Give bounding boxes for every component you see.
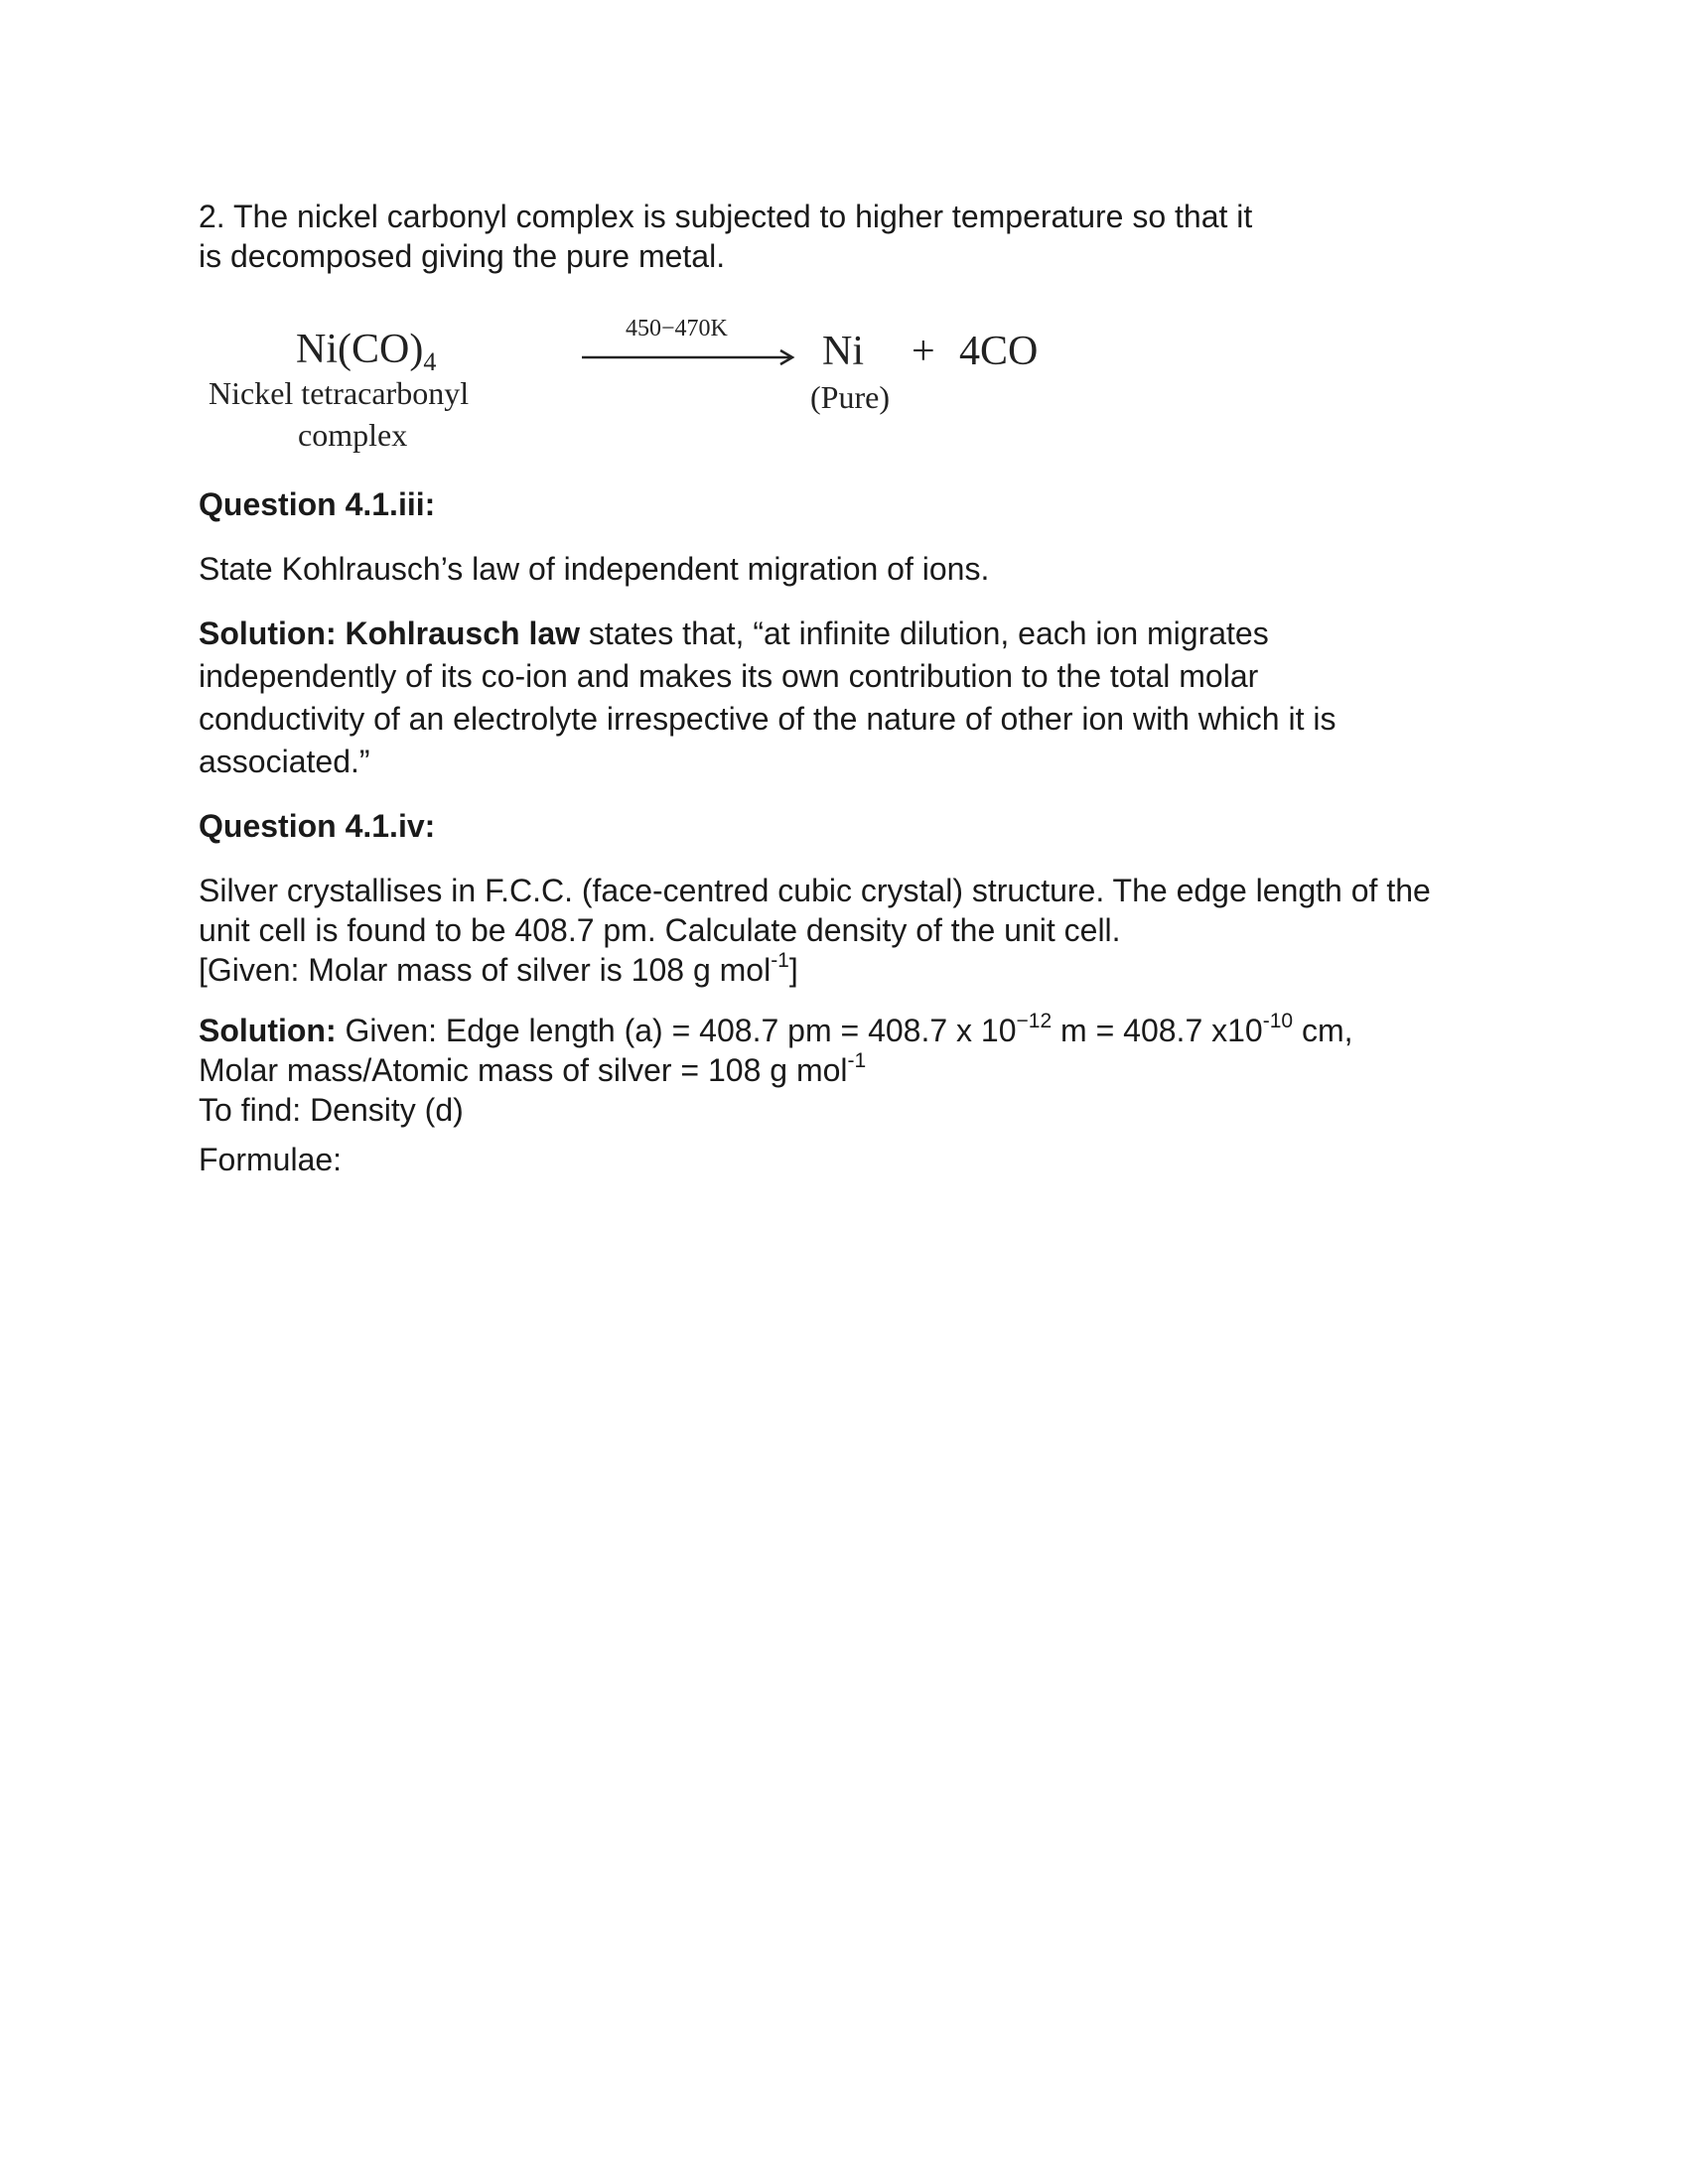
product-nickel-label: (Pure) [810,379,890,415]
reactant-name-line-2: complex [298,417,408,453]
question-iii-solution [199,613,1509,783]
plus-sign: + [912,329,935,374]
formulae-label: Formulae: [199,1142,343,1177]
solution-iv-line-1: Solution: Given: Edge length (a) = 408.7 pm = 408.7 x $10^{-12}$ m = 408.7 $x10^{-10}$ cm, [199,1010,1353,1048]
question-iv-heading: Question 4.1.iv: [199,808,436,844]
product-nickel: Ni [822,329,864,374]
step-2-paragraph [199,197,1509,276]
reactant-name-line-1: Nickel tetracarbonyl [209,375,470,411]
question-iii-prompt: State Kohlrausch’s law of independent migration of ions. [199,551,990,587]
reaction-condition: 450−470K [626,316,728,341]
solution-iv-line-2: Molar mass/Atomic mass of silver = 108 g mol$^{-1}$ [199,1049,867,1088]
reactant-formula: Ni(CO)4 [296,327,437,376]
solution-iii-label: Solution: Kohlrausch law [199,615,581,651]
product-carbon-monoxide: 4CO [959,329,1039,374]
nickel-decomposition-reaction [199,316,1072,484]
question-iv-prompt [199,871,1509,990]
question-iv-solution [199,1011,1509,1130]
solution-iv-label: Solution: [199,1013,337,1048]
solution-iv-line-3: To find: Density (d) [199,1092,464,1128]
solution-iii-line-3: conductivity of an electrolyte irrespective of the nature of other ion with which it is [199,701,1336,737]
reaction-arrow-icon [582,345,800,369]
question-iv-prompt-line-1: Silver crystallises in F.C.C. (face-centred cubic crystal) structure. The edge length of the [199,873,1431,908]
solution-iii-line-1: states that, “at infinite dilution, each ion migrates [580,615,1269,651]
solution-iii-line-4: associated.” [199,744,370,779]
question-iii-heading: Question 4.1.iii: [199,486,436,522]
step-2-line-1: 2. The nickel carbonyl complex is subjected to higher temperature so that it [199,199,1253,234]
question-iv-prompt-line-3: [Given: Molar mass of silver is 108 g mol$^{-1}$] [199,949,798,988]
question-iv-prompt-line-2: unit cell is found to be 408.7 pm. Calculate density of the unit cell. [199,912,1121,948]
solution-iii-line-2: independently of its co-ion and makes its own contribution to the total molar [199,658,1259,694]
step-2-line-2: is decomposed giving the pure metal. [199,238,726,274]
